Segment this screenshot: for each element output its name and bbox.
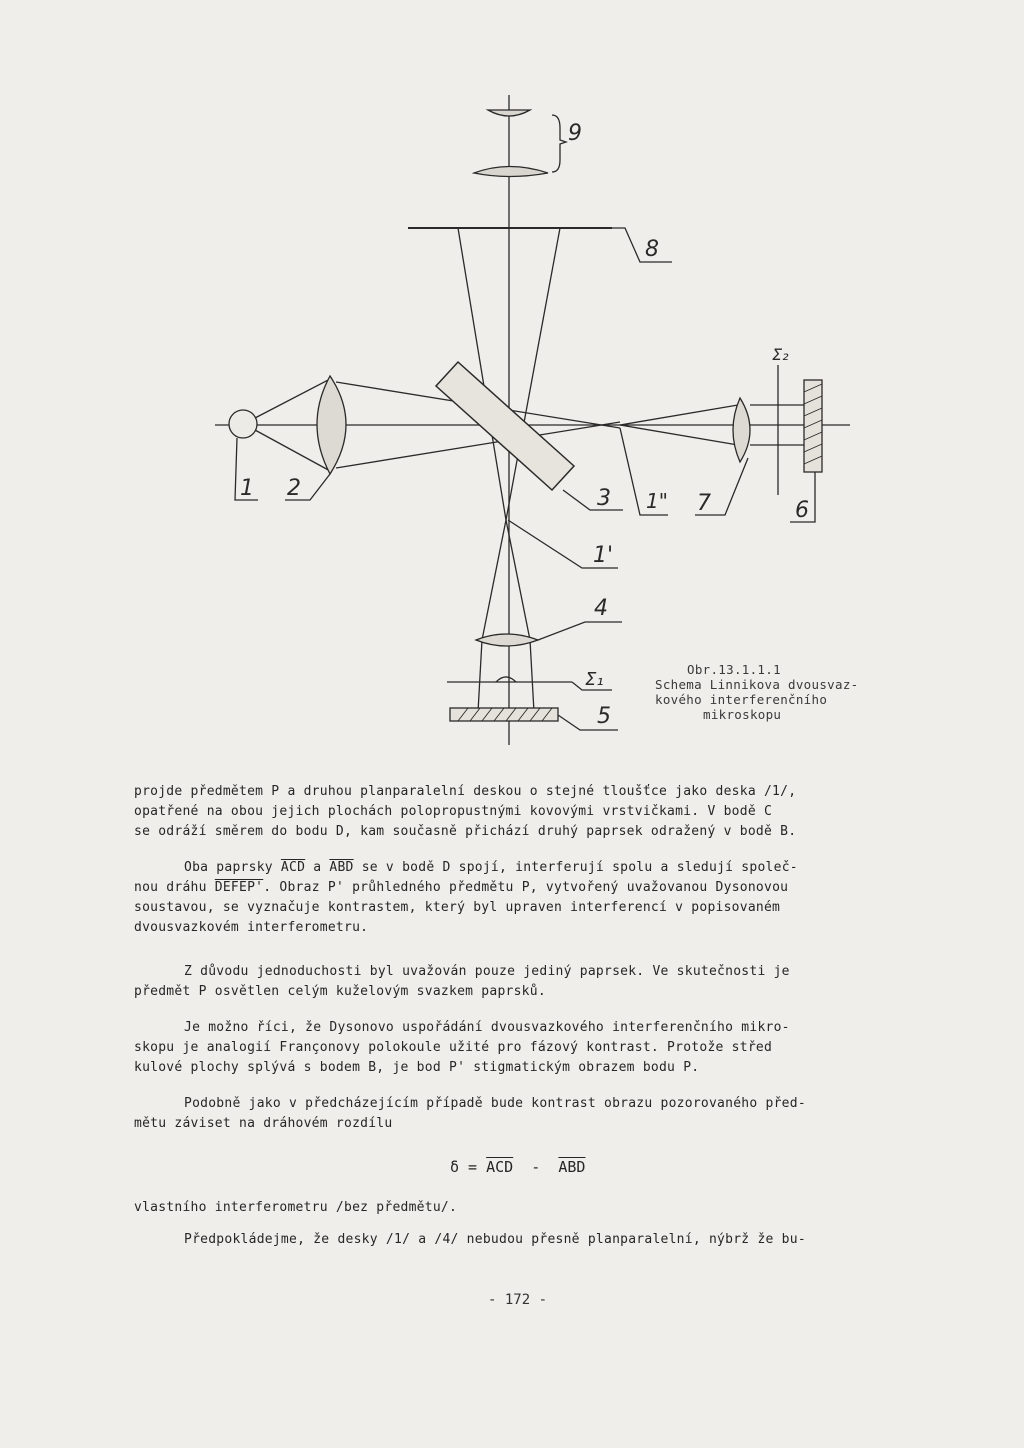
paragraph-2 <box>134 858 910 938</box>
paragraph-3 <box>134 962 910 1002</box>
text-line: se odráží směrem do bodu D, kam současně přichází druhý paprsek odražený v bodě B. <box>134 824 797 839</box>
formula-delta: δ = <box>450 1158 478 1176</box>
page-number: - 172 - <box>488 1292 548 1308</box>
text-run: Oba paprsky <box>184 860 281 875</box>
paragraph-6 <box>134 1198 910 1218</box>
text-run: se v bodě D spojí, interferují spolu a sledují společ- <box>353 860 798 875</box>
label-2: 2 <box>287 476 301 501</box>
text-line: projde předmětem P a druhou planparalelní deskou o stejné tloušťce jako deska /1/, <box>134 784 797 799</box>
text-run: a <box>305 860 330 875</box>
label-1-double-prime: 1" <box>646 489 668 513</box>
text-line <box>134 858 910 878</box>
label-5: 5 <box>597 704 611 729</box>
text-line: vlastního interferometru /bez předmětu/. <box>134 1200 458 1215</box>
paragraph-4 <box>134 1018 910 1078</box>
label-1-prime: 1' <box>593 543 614 568</box>
label-6: 6 <box>795 498 809 523</box>
text-line: Je možno říci, že Dysonovo uspořádání dvousvazkového interferenčního mikro- <box>184 1020 790 1035</box>
formula-abd: $\overline{ABD}$ <box>558 1158 586 1176</box>
text-line: soustavou, se vyznačuje kontrastem, který byl upraven interferencí v popisovaném <box>134 900 781 915</box>
text-line: dvousvazkovém interferometru. <box>134 920 369 935</box>
label-3: 3 <box>597 486 611 511</box>
caption-line: Schema Linnikova dvousvaz- <box>655 677 859 692</box>
paragraph-7 <box>134 1230 910 1250</box>
text-run: . Obraz P' průhledného předmětu P, vytvořený uvažovanou Dysonovou <box>263 880 789 895</box>
path-defep: DEFEP' <box>214 880 264 895</box>
text-line <box>134 878 910 898</box>
caption-line: mikroskopu <box>703 707 782 722</box>
figure-caption <box>655 662 915 722</box>
label-sigma-1: Σ₁ <box>585 669 604 690</box>
text-line: mětu záviset na dráhovém rozdílu <box>134 1116 393 1131</box>
label-9: 9 <box>568 121 582 146</box>
formula-acd: $\overline{ACD}$ <box>486 1158 514 1176</box>
text-line: předmět P osvětlen celým kuželovým svazkem paprsků. <box>134 984 546 999</box>
text-line: skopu je analogií Françonovy polokoule užité pro fázový kontrast. Protože střed <box>134 1040 773 1055</box>
path-acd: $\overline{ACD}$ <box>280 860 306 875</box>
caption-line: Obr.13.1.1.1 <box>687 662 781 677</box>
text-line: Předpokládejme, že desky /1/ a /4/ nebudou přesně planparalelní, nýbrž že bu- <box>184 1232 806 1247</box>
text-line: Z důvodu jednoduchosti byl uvažován pouze jediný paprsek. Ve skutečnosti je <box>184 964 790 979</box>
label-7: 7 <box>697 491 711 516</box>
path-abd: $\overline{ABD}$ <box>329 860 354 875</box>
path-difference-formula <box>450 1158 585 1176</box>
formula-minus: - <box>531 1158 541 1176</box>
label-1: 1 <box>240 476 254 501</box>
text-run: nou dráhu <box>134 880 215 895</box>
paragraph-1 <box>134 782 910 842</box>
label-4: 4 <box>594 596 608 621</box>
text-line: kulové plochy splývá s bodem B, je bod P' stigmatickým obrazem bodu P. <box>134 1060 700 1075</box>
label-8: 8 <box>645 237 659 262</box>
label-sigma-2: Σ₂ <box>772 345 789 364</box>
paragraph-5 <box>134 1094 910 1134</box>
caption-line: kového interferenčního <box>655 692 828 707</box>
text-line: Podobně jako v předcházejícím případě bude kontrast obrazu pozorovaného před- <box>184 1096 806 1111</box>
text-line: opatřené na obou jejich plochách polopropustnými kovovými vrstvičkami. V bodě C <box>134 804 773 819</box>
